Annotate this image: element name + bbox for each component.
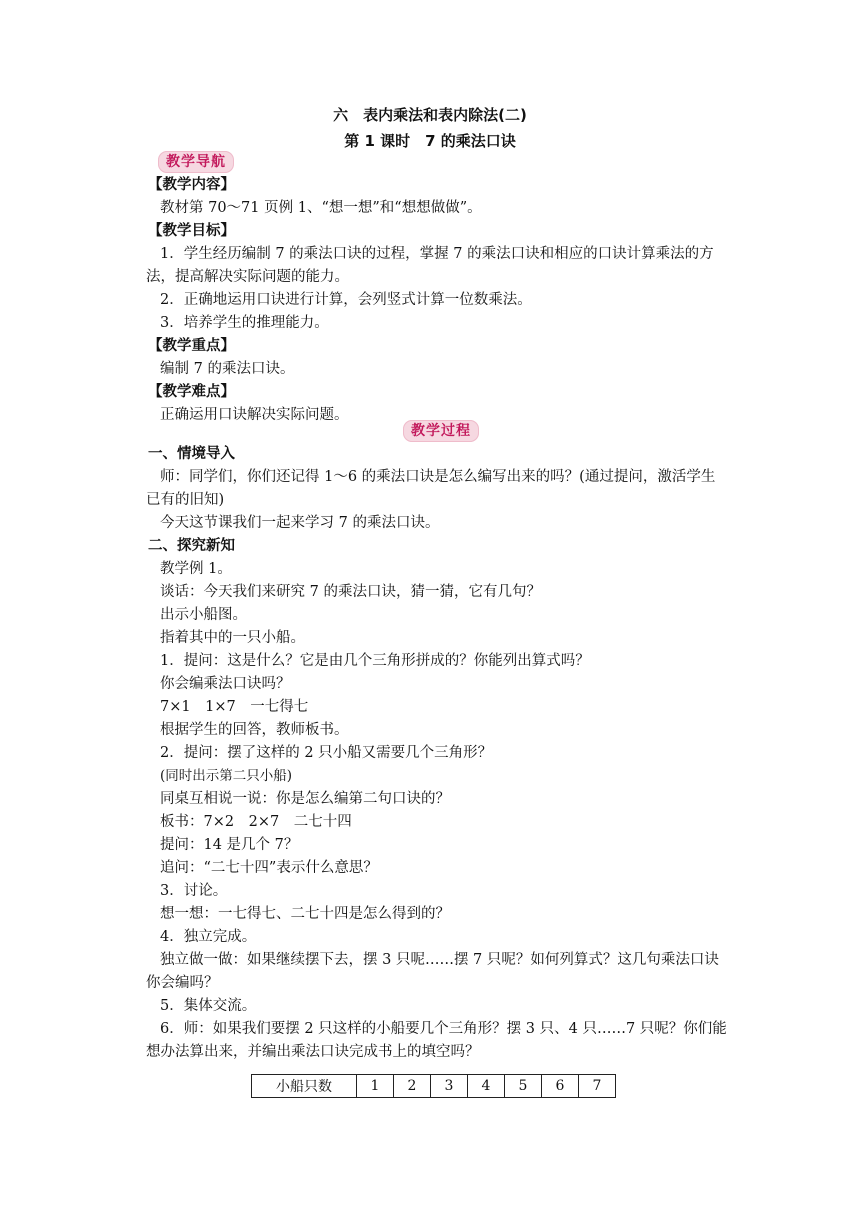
section-2-line: 谈话：今天我们来研究 7 的乘法口诀，猜一猜，它有几句？	[160, 584, 541, 600]
goal-1-line-2: 法，提高解决实际问题的能力。	[146, 269, 349, 285]
key-heading: 【教学重点】	[148, 338, 235, 354]
section-2-line: 指着其中的一只小船。	[160, 630, 305, 646]
table-cell: 5	[505, 1075, 542, 1098]
section-2-line: 5．集体交流。	[160, 998, 257, 1014]
content-text: 教材第 70～71 页例 1、“想一想”和“想想做做”。	[160, 200, 482, 216]
table-cell: 1	[357, 1075, 394, 1098]
goal-2: 2．正确地运用口诀进行计算，会列竖式计算一位数乘法。	[160, 292, 532, 308]
key-text: 编制 7 的乘法口诀。	[160, 361, 295, 377]
goal-3: 3．培养学生的推理能力。	[160, 315, 329, 331]
section-2-line: 独立做一做：如果继续摆下去，摆 3 只呢……摆 7 只呢？如何列算式？这几句乘法口诀	[160, 952, 719, 968]
section-2-line: 4．独立完成。	[160, 929, 257, 945]
section-2-line: 你会编乘法口诀吗？	[160, 676, 291, 692]
section-2-note: (同时出示第二只小船)	[160, 768, 293, 784]
table-cell: 6	[542, 1075, 579, 1098]
goal-1-line-1: 1．学生经历编制 7 的乘法口诀的过程，掌握 7 的乘法口诀和相应的口诀计算乘法的方	[160, 246, 714, 262]
section-2-line: 想办法算出来，并编出乘法口诀完成书上的填空吗？	[146, 1044, 480, 1060]
process-badge: 教学过程	[403, 420, 479, 442]
section-2-line: 7×1 1×7 一七得七	[160, 699, 309, 715]
section-2-line: 教学例 1。	[160, 561, 232, 577]
difficult-text: 正确运用口诀解决实际问题。	[160, 407, 349, 423]
section-2-line: 根据学生的回答，教师板书。	[160, 722, 349, 738]
table-cell: 3	[431, 1075, 468, 1098]
section-2-line: 1．提问：这是什么？它是由几个三角形拼成的？你能列出算式吗？	[160, 653, 590, 669]
guide-badge: 教学导航	[158, 151, 234, 173]
section-2-line: 你会编吗？	[146, 975, 219, 991]
section-1-paragraph-2: 今天这节课我们一起来学习 7 的乘法口诀。	[160, 515, 440, 531]
section-2-line: 板书：7×2 2×7 二七十四	[160, 814, 352, 830]
goals-heading: 【教学目标】	[148, 223, 235, 239]
section-1-paragraph-1-line-1: 师：同学们，你们还记得 1～6 的乘法口诀是怎么编写出来的吗？(通过提问，激活学生	[160, 469, 716, 485]
section-2-line: 2．提问：摆了这样的 2 只小船又需要几个三角形？	[160, 745, 493, 761]
content-heading: 【教学内容】	[148, 177, 235, 193]
section-1-heading: 一、情境导入	[148, 446, 235, 462]
section-2-heading: 二、探究新知	[148, 538, 235, 554]
lesson-title: 第 1 课时 7 的乘法口诀	[344, 132, 516, 150]
section-2-line: 想一想：一七得七、二七十四是怎么得到的？	[160, 906, 450, 922]
section-2-line: 6．师：如果我们要摆 2 只这样的小船要几个三角形？摆 3 只、4 只……7 只呢？你们能	[160, 1021, 727, 1037]
table-header-cell: 小船只数	[252, 1075, 357, 1098]
section-2-line: 追问：“二七十四”表示什么意思？	[160, 860, 378, 876]
section-2-line: 出示小船图。	[160, 607, 247, 623]
section-2-line: 3．讨论。	[160, 883, 228, 899]
boat-count-table	[251, 1074, 616, 1098]
table-cell: 4	[468, 1075, 505, 1098]
unit-title: 六 表内乘法和表内除法(二)	[333, 106, 527, 124]
table-cell: 7	[579, 1075, 616, 1098]
section-1-paragraph-1-line-2: 已有的旧知)	[146, 492, 225, 508]
table-cell: 2	[394, 1075, 431, 1098]
difficult-heading: 【教学难点】	[148, 384, 235, 400]
section-2-line: 同桌互相说一说：你是怎么编第二句口诀的？	[160, 791, 450, 807]
table-row	[252, 1075, 616, 1098]
section-2-line: 提问：14 是几个 7？	[160, 837, 299, 853]
